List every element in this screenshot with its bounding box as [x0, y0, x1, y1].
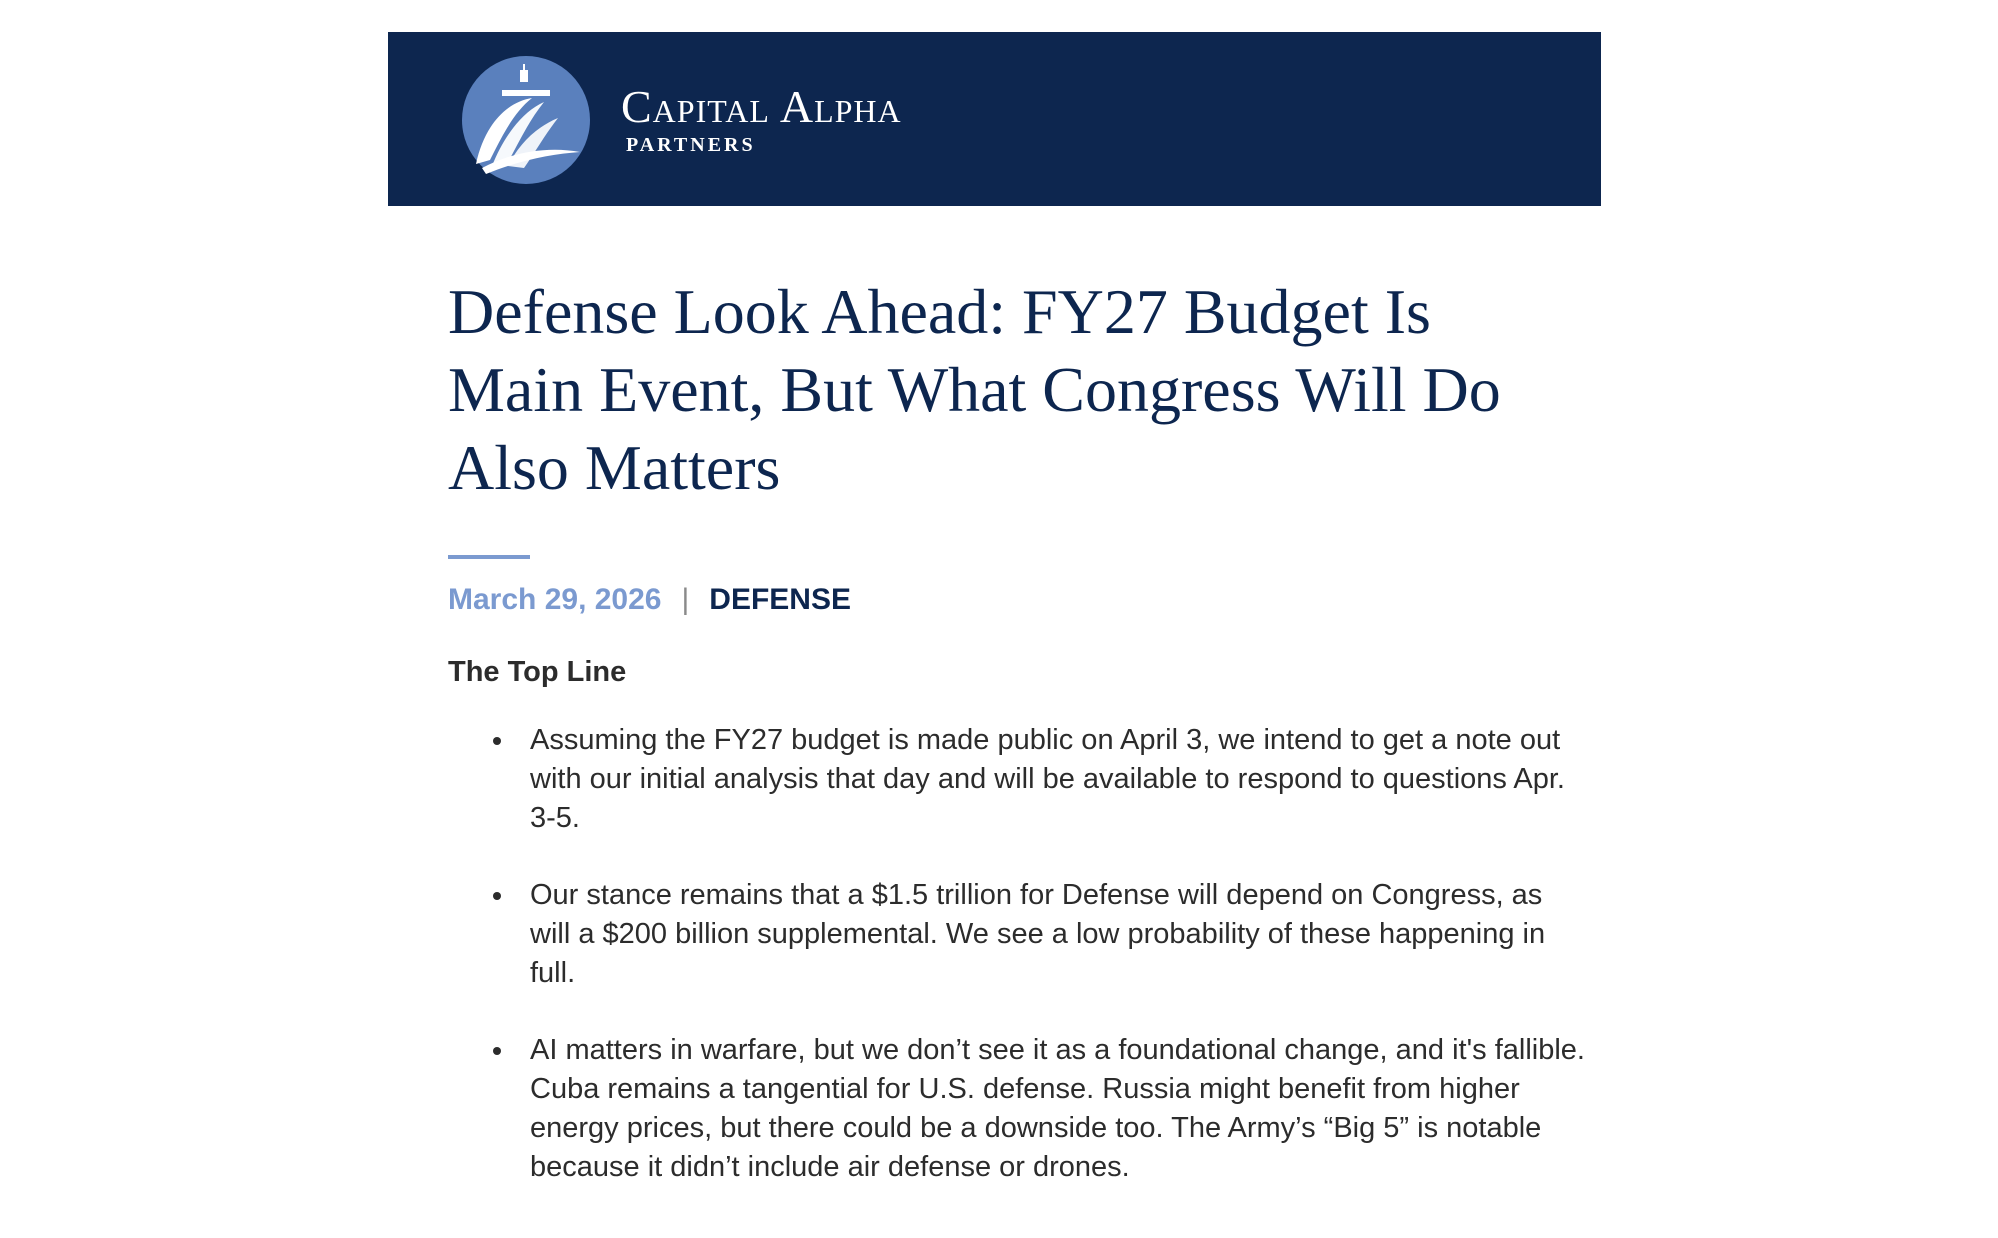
brand-subtitle: PARTNERS	[626, 134, 756, 156]
article-date: March 29, 2026	[448, 583, 662, 616]
meta-separator: |	[681, 583, 690, 616]
list-item-text: AI matters in warfare, but we don’t see it as a foundational change, and it's fallible. Cuba remains a tangential for U.S. defense. Russia might benefit from higher energy prices, but there could be a downside too. The Army’s “Big 5” is notable because it didn’t include air defense or drones.	[530, 1034, 1585, 1183]
title-divider	[448, 555, 530, 559]
article-category: DEFENSE	[709, 583, 851, 616]
list-item-text: Assuming the FY27 budget is made public on April 3, we intend to get a note out with our initial analysis that day and will be available to respond to questions Apr. 3-5.	[530, 724, 1565, 834]
article-meta	[448, 580, 851, 620]
list-item	[448, 876, 1588, 993]
brand-wordmark	[621, 82, 902, 156]
bullet-icon	[493, 892, 501, 900]
brand-name: Capital Alpha	[621, 81, 902, 132]
capitol-dome-logo-icon[interactable]	[462, 56, 590, 184]
article-title: Defense Look Ahead: FY27 Budget Is Main Event, But What Congress Will Do Also Matters	[448, 276, 1501, 503]
list-item	[448, 1031, 1588, 1187]
bullet-icon	[493, 1047, 501, 1055]
list-item-text: Our stance remains that a $1.5 trillion for Defense will depend on Congress, as will a $200 billion supplemental. We see a low probability of these happening in full.	[530, 879, 1546, 989]
section-heading: The Top Line	[448, 656, 627, 688]
list-item	[448, 721, 1588, 838]
bullet-icon	[493, 737, 501, 745]
top-line-list	[448, 721, 1588, 1225]
header-banner	[388, 32, 1601, 206]
